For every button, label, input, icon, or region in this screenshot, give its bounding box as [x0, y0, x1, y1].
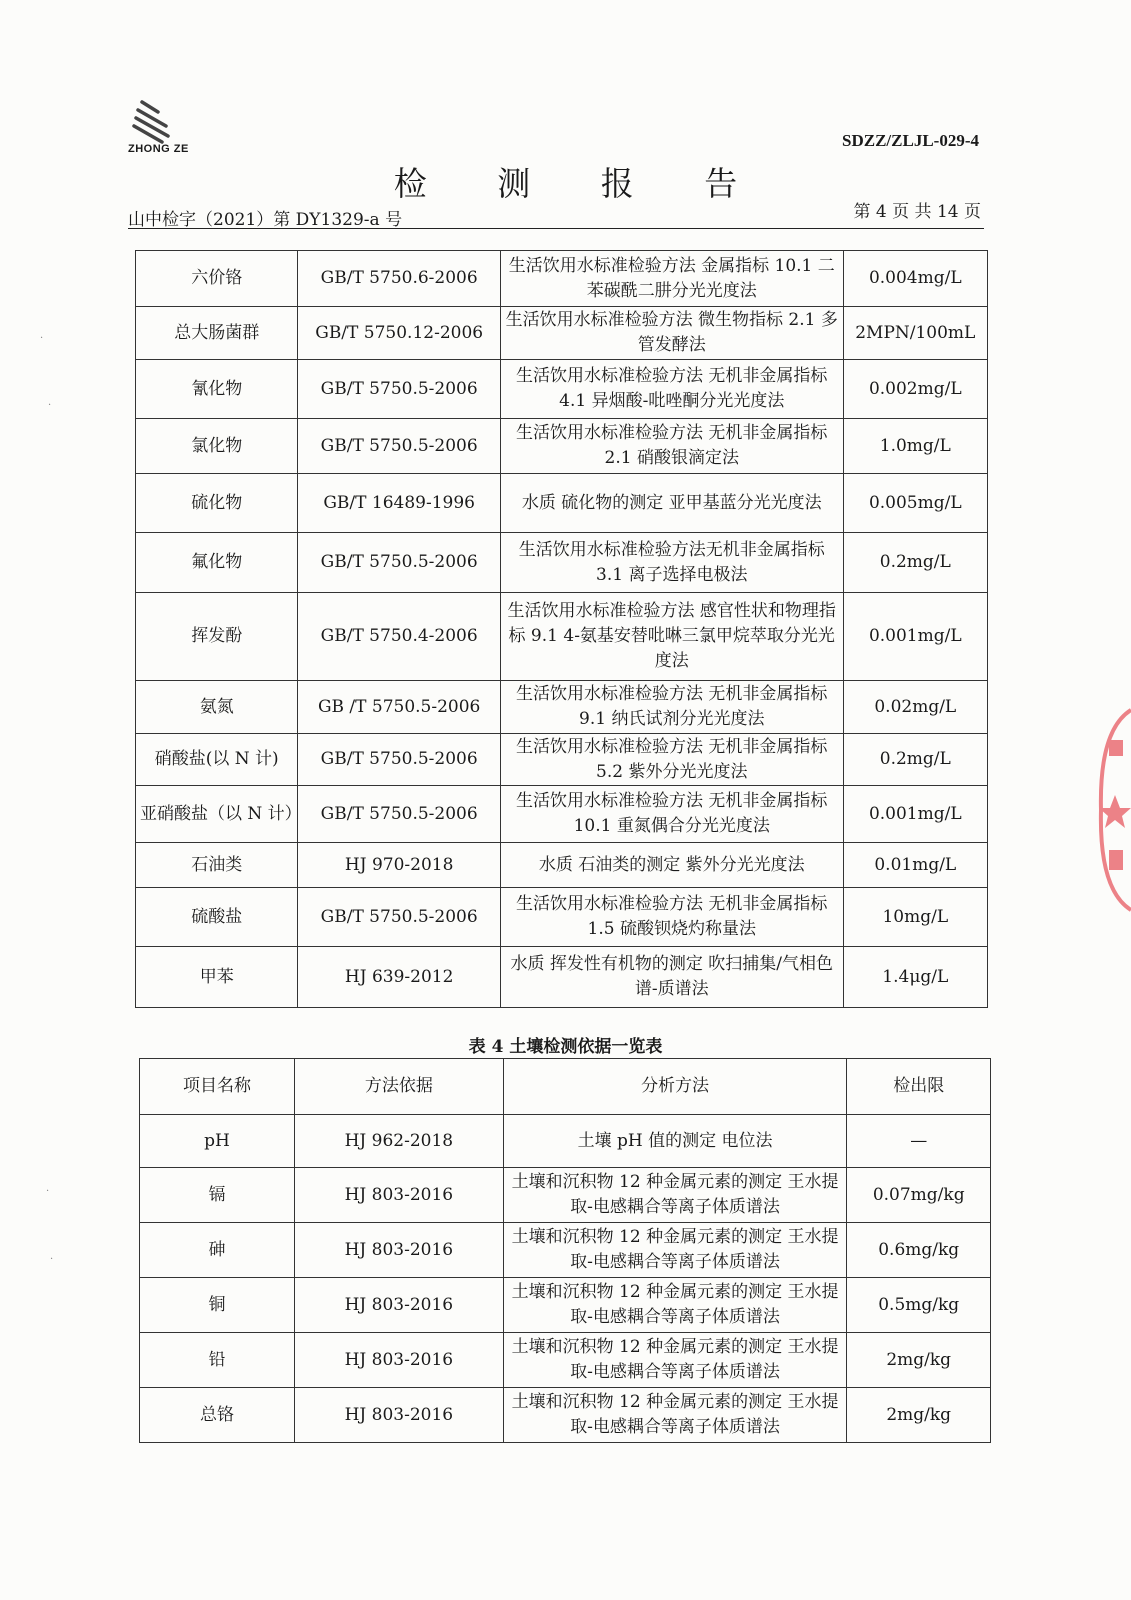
document-code: SDZZ/ZLJL-029-4: [842, 131, 979, 150]
item-cell: 氨氮: [136, 681, 298, 734]
limit-cell: 0.5mg/kg: [847, 1278, 991, 1333]
standard-cell: HJ 803-2016: [294, 1223, 503, 1278]
standard-cell: GB/T 5750.4-2006: [298, 593, 500, 681]
limit-cell: 0.001mg/L: [843, 593, 987, 681]
limit-cell: 0.2mg/L: [843, 533, 987, 593]
method-cell: 水质 硫化物的测定 亚甲基蓝分光光度法: [500, 474, 843, 533]
item-cell: 硫化物: [136, 474, 298, 533]
table-row: [136, 947, 988, 1008]
standard-cell: GB /T 5750.5-2006: [298, 681, 500, 734]
item-cell: 氯化物: [136, 419, 298, 474]
table4-caption: 表 4 土壤检测依据一览表: [468, 1037, 663, 1057]
table-row: [140, 1388, 991, 1443]
limit-cell: 2mg/kg: [847, 1333, 991, 1388]
table-row: [136, 251, 988, 307]
item-cell: 挥发酚: [136, 593, 298, 681]
table-row: [136, 681, 988, 734]
page-title: 检 测 报 告: [393, 164, 768, 203]
water-method-table: [135, 250, 988, 1008]
table-row: [136, 307, 988, 360]
table-row: [136, 593, 988, 681]
method-cell: 土壤和沉积物 12 种金属元素的测定 王水提取-电感耦合等离子体质谱法: [503, 1388, 847, 1443]
standard-cell: GB/T 5750.5-2006: [298, 360, 500, 419]
limit-cell: 0.004mg/L: [843, 251, 987, 307]
table-row: [140, 1333, 991, 1388]
scan-speck: ·: [48, 400, 52, 411]
report-number: 山中检字（2021）第 DY1329-a 号: [128, 210, 403, 230]
scan-speck: ·: [40, 333, 44, 344]
method-cell: 土壤和沉积物 12 种金属元素的测定 王水提取-电感耦合等离子体质谱法: [503, 1168, 847, 1223]
table-row: [136, 360, 988, 419]
logo-text: ZHONG ZE: [128, 143, 189, 155]
limit-cell: 0.01mg/L: [843, 843, 987, 888]
item-cell: 甲苯: [136, 947, 298, 1008]
method-cell: 生活饮用水标准检验方法 无机非金属指标 10.1 重氮偶合分光光度法: [500, 786, 843, 843]
item-cell: 硫酸盐: [136, 888, 298, 947]
table-row: [136, 786, 988, 843]
limit-cell: 0.002mg/L: [843, 360, 987, 419]
header-item: 项目名称: [140, 1059, 295, 1115]
method-cell: 土壤和沉积物 12 种金属元素的测定 王水提取-电感耦合等离子体质谱法: [503, 1333, 847, 1388]
method-cell: 水质 挥发性有机物的测定 吹扫捕集/气相色谱-质谱法: [500, 947, 843, 1008]
table-row: [136, 474, 988, 533]
limit-cell: 2mg/kg: [847, 1388, 991, 1443]
item-cell: 镉: [140, 1168, 295, 1223]
item-cell: 氰化物: [136, 360, 298, 419]
limit-cell: 0.07mg/kg: [847, 1168, 991, 1223]
method-cell: 生活饮用水标准检验方法 微生物指标 2.1 多管发酵法: [500, 307, 843, 360]
page-number: 第 4 页 共 14 页: [853, 202, 981, 222]
method-cell: 生活饮用水标准检验方法无机非金属指标 3.1 离子选择电极法: [500, 533, 843, 593]
method-cell: 生活饮用水标准检验方法 无机非金属指标 9.1 纳氏试剂分光光度法: [500, 681, 843, 734]
table-header-row: [140, 1059, 991, 1115]
standard-cell: GB/T 5750.12-2006: [298, 307, 500, 360]
standard-cell: GB/T 5750.5-2006: [298, 786, 500, 843]
standard-cell: HJ 803-2016: [294, 1388, 503, 1443]
standard-cell: GB/T 5750.6-2006: [298, 251, 500, 307]
limit-cell: 0.6mg/kg: [847, 1223, 991, 1278]
limit-cell: 10mg/L: [843, 888, 987, 947]
standard-cell: HJ 970-2018: [298, 843, 500, 888]
item-cell: 铅: [140, 1333, 295, 1388]
limit-cell: —: [847, 1115, 991, 1168]
soil-method-table: [139, 1058, 991, 1443]
standard-cell: HJ 803-2016: [294, 1278, 503, 1333]
method-cell: 生活饮用水标准检验方法 无机非金属指标 4.1 异烟酸-吡唑酮分光光度法: [500, 360, 843, 419]
header-divider: [128, 228, 984, 229]
header-method: 分析方法: [503, 1059, 847, 1115]
table-row: [140, 1168, 991, 1223]
item-cell: 硝酸盐(以 N 计): [136, 734, 298, 786]
standard-cell: GB/T 5750.5-2006: [298, 533, 500, 593]
table-row: [140, 1223, 991, 1278]
method-cell: 生活饮用水标准检验方法 无机非金属指标 2.1 硝酸银滴定法: [500, 419, 843, 474]
table-row: [136, 419, 988, 474]
limit-cell: 2MPN/100mL: [843, 307, 987, 360]
standard-cell: GB/T 5750.5-2006: [298, 419, 500, 474]
item-cell: 总铬: [140, 1388, 295, 1443]
red-seal-stamp-icon: [1095, 700, 1131, 920]
standard-cell: HJ 962-2018: [294, 1115, 503, 1168]
standard-cell: GB/T 5750.5-2006: [298, 888, 500, 947]
limit-cell: 1.0mg/L: [843, 419, 987, 474]
standard-cell: HJ 803-2016: [294, 1168, 503, 1223]
limit-cell: 1.4μg/L: [843, 947, 987, 1008]
method-cell: 土壤和沉积物 12 种金属元素的测定 王水提取-电感耦合等离子体质谱法: [503, 1278, 847, 1333]
table-row: [136, 533, 988, 593]
method-cell: 生活饮用水标准检验方法 无机非金属指标 1.5 硫酸钡烧灼称量法: [500, 888, 843, 947]
header-standard: 方法依据: [294, 1059, 503, 1115]
item-cell: 总大肠菌群: [136, 307, 298, 360]
method-cell: 水质 石油类的测定 紫外分光光度法: [500, 843, 843, 888]
scan-speck: ·: [50, 1254, 54, 1265]
table-row: [136, 843, 988, 888]
scan-speck: ·: [46, 1186, 50, 1197]
method-cell: 生活饮用水标准检验方法 金属指标 10.1 二苯碳酰二肼分光光度法: [500, 251, 843, 307]
item-cell: 砷: [140, 1223, 295, 1278]
standard-cell: GB/T 5750.5-2006: [298, 734, 500, 786]
method-cell: 土壤 pH 值的测定 电位法: [503, 1115, 847, 1168]
method-cell: 生活饮用水标准检验方法 感官性状和物理指标 9.1 4-氨基安替吡啉三氯甲烷萃取分光光度法: [500, 593, 843, 681]
table-row: [140, 1278, 991, 1333]
item-cell: 氟化物: [136, 533, 298, 593]
limit-cell: 0.2mg/L: [843, 734, 987, 786]
table-row: [136, 734, 988, 786]
standard-cell: GB/T 16489-1996: [298, 474, 500, 533]
item-cell: pH: [140, 1115, 295, 1168]
item-cell: 六价铬: [136, 251, 298, 307]
limit-cell: 0.005mg/L: [843, 474, 987, 533]
standard-cell: HJ 803-2016: [294, 1333, 503, 1388]
method-cell: 土壤和沉积物 12 种金属元素的测定 王水提取-电感耦合等离子体质谱法: [503, 1223, 847, 1278]
method-cell: 生活饮用水标准检验方法 无机非金属指标 5.2 紫外分光光度法: [500, 734, 843, 786]
header-limit: 检出限: [847, 1059, 991, 1115]
limit-cell: 0.001mg/L: [843, 786, 987, 843]
item-cell: 石油类: [136, 843, 298, 888]
limit-cell: 0.02mg/L: [843, 681, 987, 734]
table-row: [140, 1115, 991, 1168]
table-row: [136, 888, 988, 947]
item-cell: 亚硝酸盐（以 N 计）: [136, 786, 298, 843]
standard-cell: HJ 639-2012: [298, 947, 500, 1008]
item-cell: 铜: [140, 1278, 295, 1333]
